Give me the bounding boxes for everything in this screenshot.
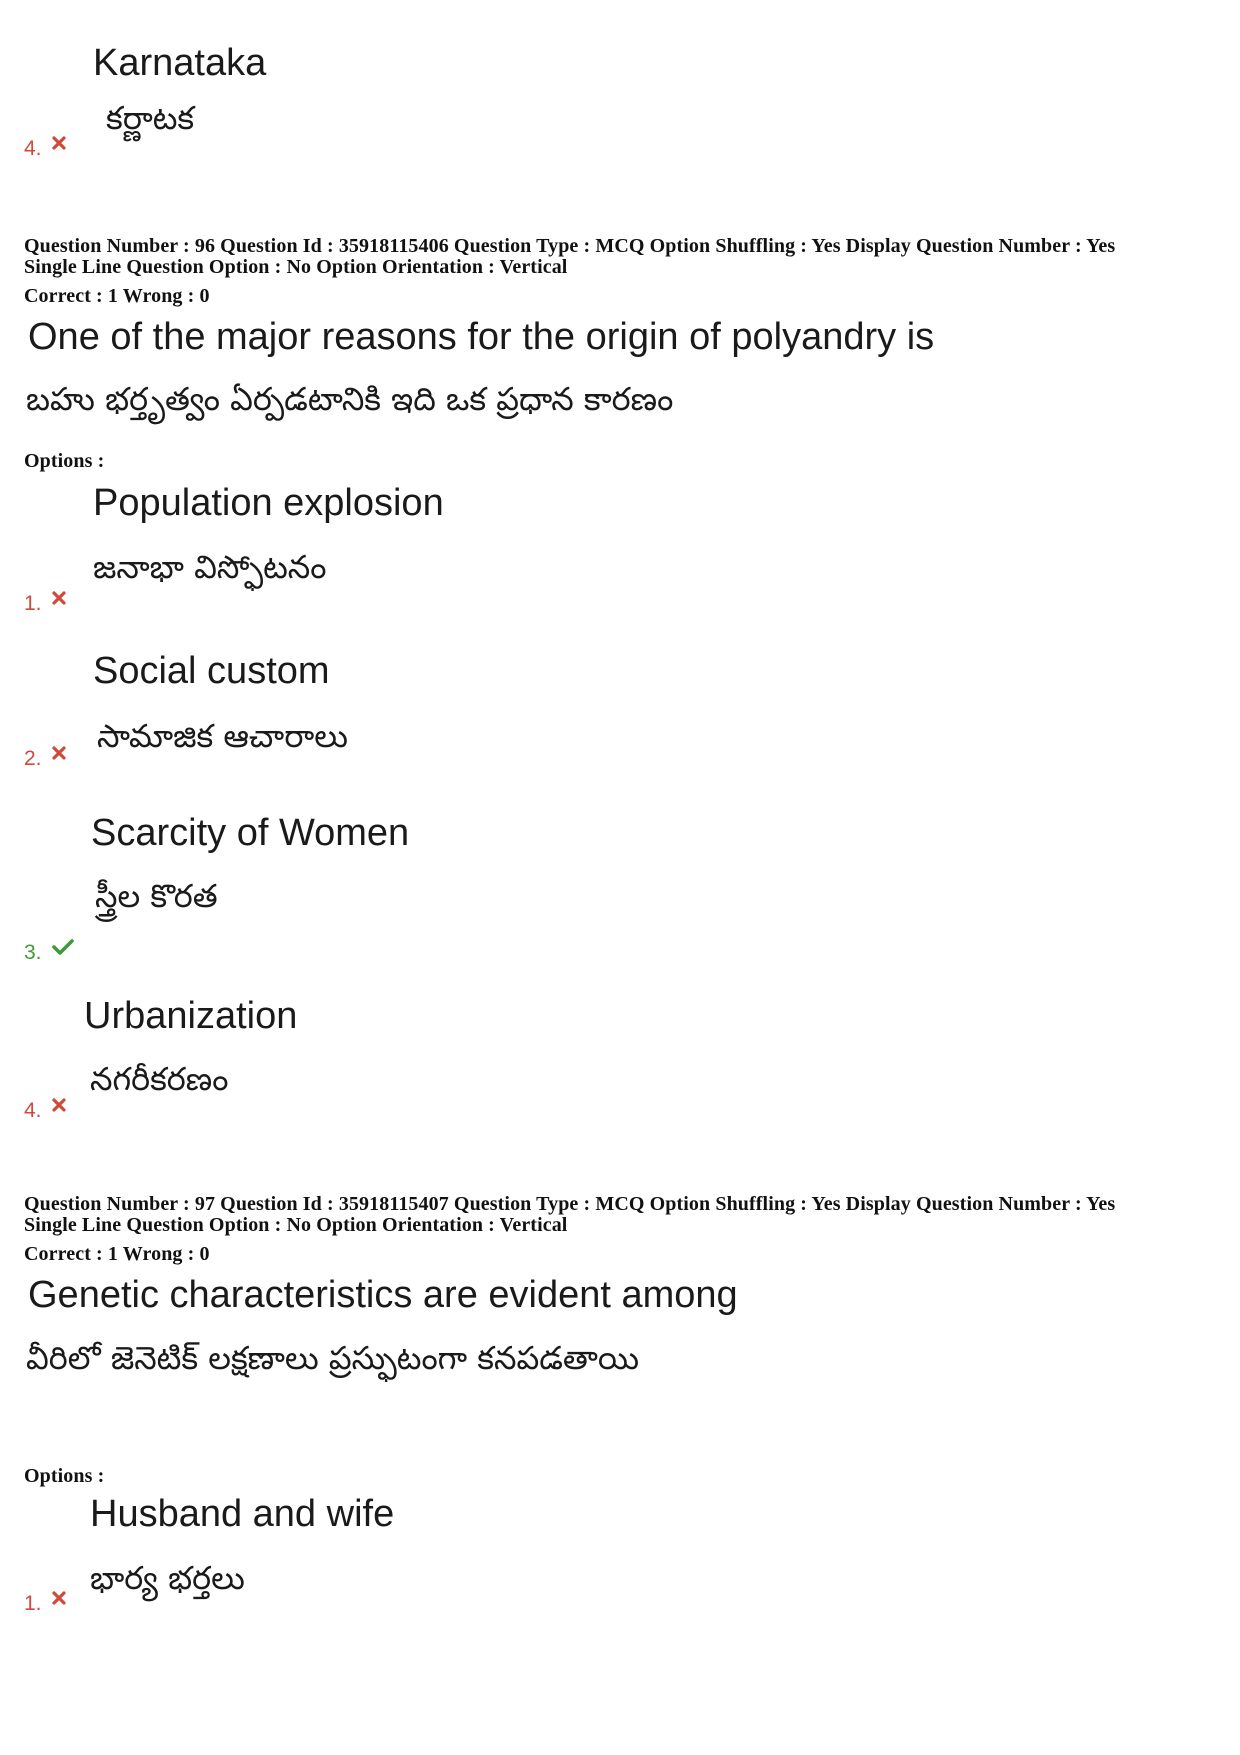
question-meta-line1: Question Number : 96 Question Id : 35918115406 Question Type : MCQ Option Shuffling : Yes Display Question Number : Yes [24, 235, 1116, 257]
option-text-en: Husband and wife [90, 1493, 395, 1535]
question-meta-line2: Single Line Question Option : No Option Orientation : Vertical [24, 1214, 568, 1236]
option-text-en: Scarcity of Women [91, 812, 410, 854]
question-text-en: One of the major reasons for the origin of polyandry is [28, 316, 935, 358]
option-text-te: భార్య భర్తలు [90, 1559, 245, 1597]
option-text-en: Urbanization [84, 995, 298, 1037]
options-label: Options : [24, 450, 105, 472]
question-meta-line2: Single Line Question Option : No Option Orientation : Vertical [24, 256, 568, 278]
option-marker [24, 138, 70, 160]
option-number: 1. [24, 592, 42, 615]
question-marks: Correct : 1 Wrong : 0 [24, 1243, 210, 1265]
option-text-te: సామాజిక ఆచారాలు [97, 717, 348, 755]
option-number: 4. [24, 1099, 42, 1122]
option-text-te: నగరీకరణం [90, 1060, 229, 1098]
option-text-te: స్త్రీల కొరత [95, 877, 218, 915]
cross-icon [52, 591, 70, 609]
check-icon [52, 938, 74, 956]
question-marks: Correct : 1 Wrong : 0 [24, 285, 210, 307]
option-marker [24, 1593, 70, 1615]
cross-icon [52, 1098, 70, 1116]
option-marker [24, 1100, 70, 1122]
option-text-te: కర్ణాటక [106, 99, 195, 137]
option-text-en: Social custom [93, 650, 330, 692]
option-marker [24, 748, 70, 770]
question-meta-line1: Question Number : 97 Question Id : 35918115407 Question Type : MCQ Option Shuffling : Yes Display Question Number : Yes [24, 1193, 1116, 1215]
option-number: 2. [24, 747, 42, 770]
options-label: Options : [24, 1465, 105, 1487]
option-number: 4. [24, 137, 42, 160]
question-text-te: బహు భర్తృత్వం ఏర్పడటానికి ఇది ఒక ప్రధాన కారణం [26, 380, 674, 418]
option-text-en: Population explosion [93, 482, 444, 524]
question-text-te: వీరిలో జెనెటిక్ లక్షణాలు ప్రస్ఫుటంగా కనపడతాయి [26, 1339, 640, 1377]
option-text-en: Karnataka [93, 42, 267, 84]
option-number: 3. [24, 941, 42, 964]
option-marker [24, 942, 74, 964]
option-marker [24, 593, 70, 615]
option-text-te: జనాభా విస్ఫోటనం [93, 548, 327, 586]
cross-icon [52, 1591, 70, 1609]
question-text-en: Genetic characteristics are evident among [28, 1274, 738, 1316]
cross-icon [52, 746, 70, 764]
option-number: 1. [24, 1592, 42, 1615]
cross-icon [52, 136, 70, 154]
